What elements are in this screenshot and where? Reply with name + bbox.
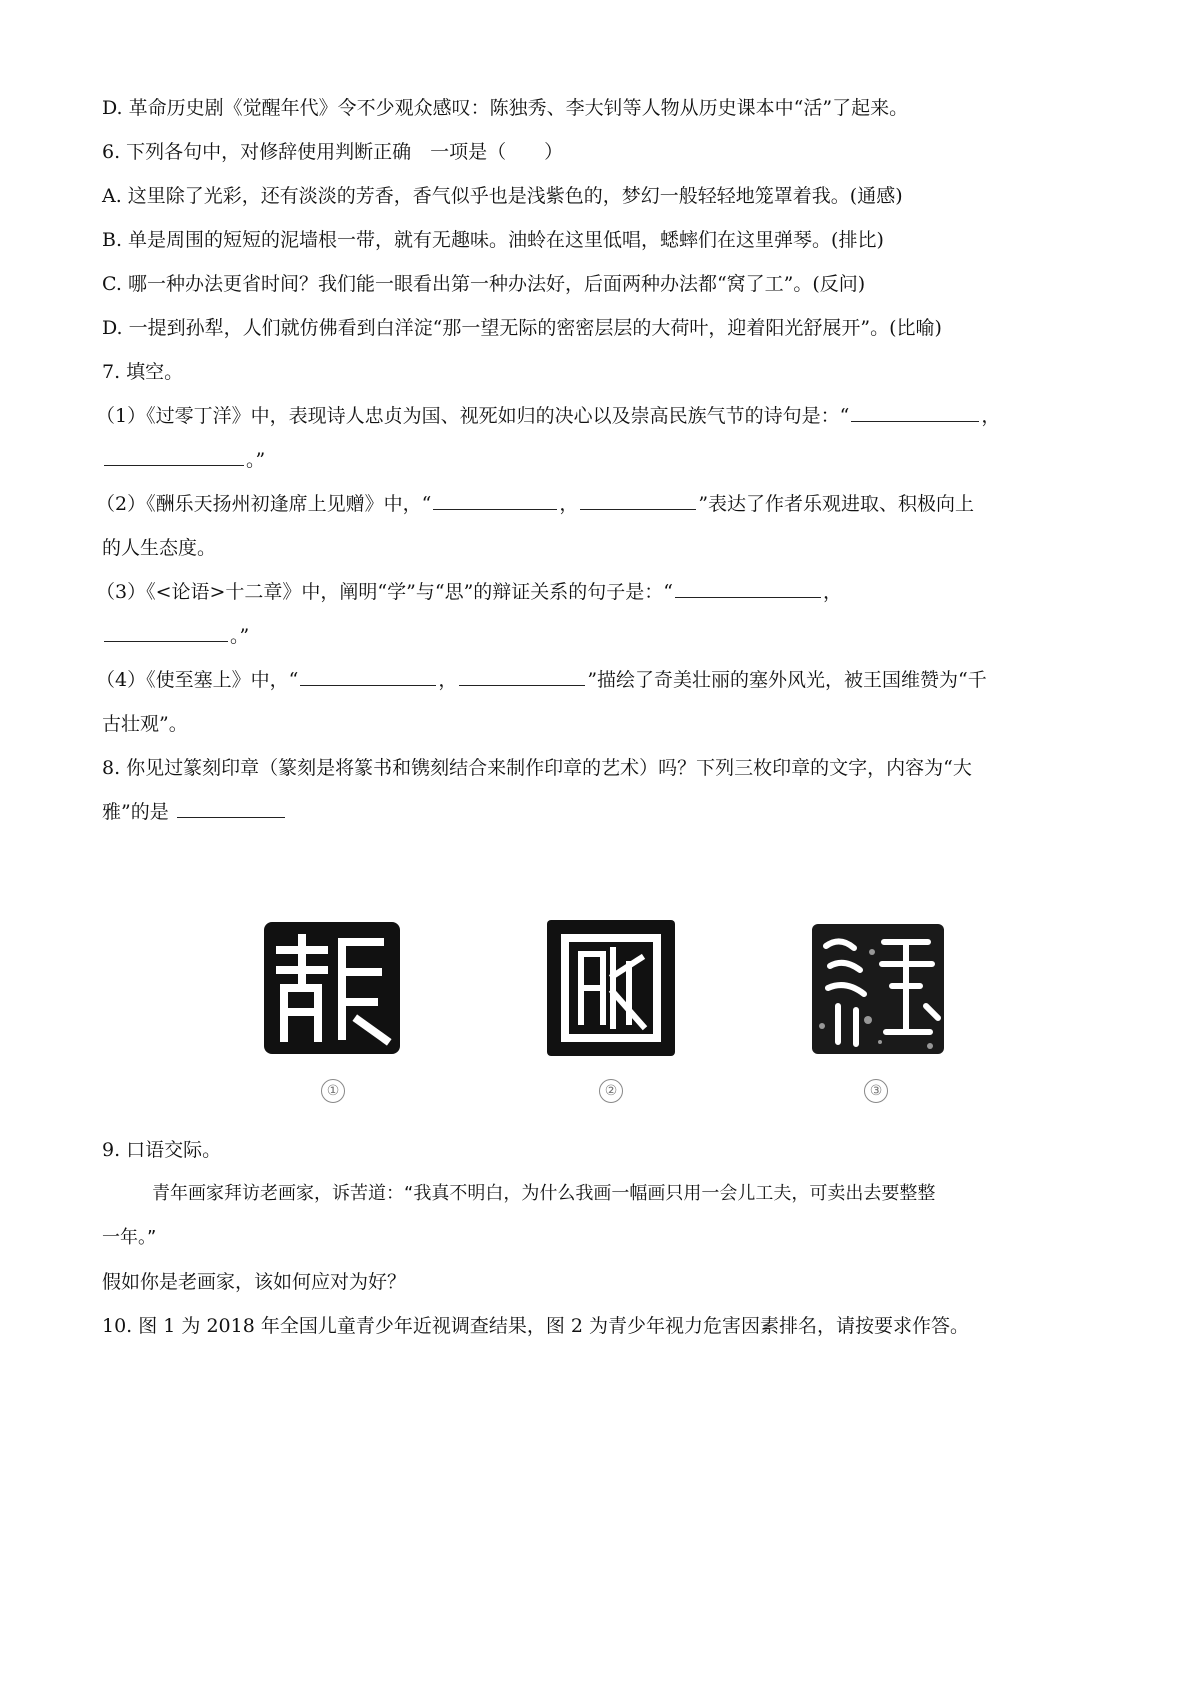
q8-stem-line-1: 8. 你见过篆刻印章（篆刻是将篆书和镌刻结合来制作印章的艺术）吗？下列三枚印章的文字，内容为“大 bbox=[102, 757, 972, 779]
q7-item-2-comma: ， bbox=[559, 493, 579, 515]
q7-item-2-text: （2）《酬乐天扬州初逢席上见赠》中，“ bbox=[96, 493, 432, 515]
q7-stem: 7. 填空。 bbox=[102, 361, 184, 383]
seal-label-3: ③ bbox=[864, 1079, 888, 1103]
q7-item-3-text: （3）《<论语>十二章》中，阐明“学”与“思”的辩证关系的句子是：“ bbox=[96, 581, 673, 603]
seal-image-3 bbox=[810, 922, 946, 1056]
q7-item-4-line-1 bbox=[96, 666, 1108, 694]
answer-blank[interactable] bbox=[104, 447, 244, 466]
q6-stem: 6. 下列各句中，对修辞使用判断正确 一项是（ ） bbox=[102, 141, 564, 163]
q7-item-3-comma: ， bbox=[823, 581, 843, 603]
q7-item-3-line-1 bbox=[96, 578, 1108, 606]
seal-image-2 bbox=[545, 918, 677, 1058]
answer-blank[interactable] bbox=[177, 799, 285, 818]
q9-dialogue-line-2: 一年。” bbox=[102, 1227, 157, 1248]
q8-stem-line-2 bbox=[102, 798, 1108, 826]
q7-item-4-tail: ”描绘了奇美壮丽的塞外风光，被王国维赞为“千 bbox=[587, 669, 987, 691]
q7-item-1-line-2 bbox=[102, 446, 1108, 474]
seal-image-1 bbox=[262, 920, 402, 1056]
q7-item-4-text: （4）《使至塞上》中，“ bbox=[96, 669, 299, 691]
q7-item-4-comma: ， bbox=[438, 669, 458, 691]
seal-label-2: ② bbox=[599, 1079, 623, 1103]
q6-option-b: B. 单是周围的短短的泥墙根一带，就有无趣味。油蛉在这里低唱，蟋蟀们在这里弹琴。(排比) bbox=[102, 229, 884, 251]
answer-blank[interactable] bbox=[104, 623, 228, 642]
answer-blank[interactable] bbox=[433, 491, 557, 510]
q6-option-d: D. 一提到孙犁，人们就仿佛看到白洋淀“那一望无际的密密层层的大荷叶，迎着阳光舒展开”。(比喻) bbox=[102, 317, 942, 339]
answer-blank[interactable] bbox=[300, 667, 436, 686]
q7-item-1-comma: ， bbox=[981, 405, 1001, 427]
seal-label-1: ① bbox=[321, 1079, 345, 1103]
q9-question: 假如你是老画家，该如何应对为好？ bbox=[102, 1271, 407, 1293]
q6-option-c: C. 哪一种办法更省时间？我们能一眼看出第一种办法好，后面两种办法都“窝了工”。(反问) bbox=[102, 273, 866, 295]
q7-item-1-end: 。” bbox=[246, 449, 266, 471]
q7-item-2-line-1 bbox=[96, 490, 1108, 518]
q8-stem-text: 雅”的是 bbox=[102, 801, 169, 823]
answer-blank[interactable] bbox=[580, 491, 696, 510]
q7-item-1-line-1 bbox=[96, 402, 1108, 430]
q10-stem: 10. 图 1 为 2018 年全国儿童青少年近视调查结果，图 2 为青少年视力危害因素排名，请按要求作答。 bbox=[102, 1315, 970, 1337]
q7-item-3-line-2 bbox=[102, 622, 1108, 650]
q7-item-3-end: 。” bbox=[230, 625, 250, 647]
answer-blank[interactable] bbox=[851, 403, 979, 422]
q7-item-2-line-2: 的人生态度。 bbox=[102, 537, 217, 559]
q7-item-1-text: （1）《过零丁洋》中，表现诗人忠贞为国、视死如归的决心以及崇高民族气节的诗句是：“ bbox=[96, 405, 850, 427]
q6-option-a: A. 这里除了光彩，还有淡淡的芳香，香气似乎也是浅紫色的，梦幻一般轻轻地笼罩着我。(通感) bbox=[102, 185, 903, 207]
q7-item-2-tail: ”表达了作者乐观进取、积极向上 bbox=[698, 493, 975, 515]
answer-blank[interactable] bbox=[675, 579, 821, 598]
answer-blank[interactable] bbox=[459, 667, 585, 686]
q7-item-4-line-2: 古壮观”。 bbox=[102, 713, 188, 735]
q9-dialogue-line-1: 青年画家拜访老画家，诉苦道：“我真不明白，为什么我画一幅画只用一会儿工夫，可卖出去要整整 bbox=[152, 1183, 936, 1204]
q5-option-d: D. 革命历史剧《觉醒年代》令不少观众感叹：陈独秀、李大钊等人物从历史课本中“活”了起来。 bbox=[102, 97, 909, 119]
q9-stem: 9. 口语交际。 bbox=[102, 1139, 222, 1161]
